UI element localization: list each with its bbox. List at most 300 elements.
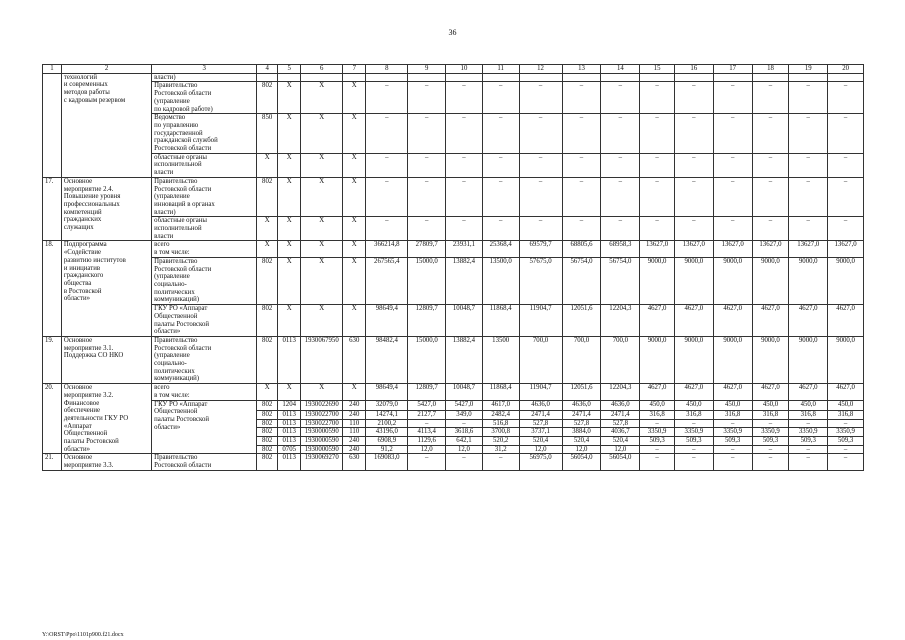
table-cell: Правительство Ростовской области (управление социально- политических коммуникаций) bbox=[152, 257, 257, 304]
table-cell: – bbox=[752, 114, 789, 154]
table-cell: – bbox=[640, 217, 675, 241]
table-cell: 9000,0 bbox=[789, 257, 828, 304]
table-cell: 13627,0 bbox=[789, 241, 828, 257]
table-cell: 9000,0 bbox=[789, 336, 828, 383]
table-cell: 9000,0 bbox=[640, 336, 675, 383]
table-cell: 4617,0 bbox=[482, 400, 519, 410]
measure-name: Основное мероприятие 2.4. Повышение уровня профессиональных компетенций гражданских служащих bbox=[61, 177, 151, 241]
table-cell: 802 bbox=[257, 177, 278, 217]
empty-cell bbox=[519, 73, 562, 82]
table-cell: 3350,9 bbox=[713, 428, 752, 437]
table-cell: 316,8 bbox=[674, 410, 713, 419]
table-cell: 516,8 bbox=[482, 419, 519, 428]
table-cell: 520,4 bbox=[601, 437, 640, 446]
table-cell: – bbox=[519, 82, 562, 114]
table-cell: X bbox=[301, 257, 343, 304]
table-cell: – bbox=[789, 114, 828, 154]
table-cell: – bbox=[828, 114, 864, 154]
table-cell: 1930000590 bbox=[301, 428, 343, 437]
table-cell: 11904,7 bbox=[519, 384, 562, 400]
table-cell: – bbox=[828, 217, 864, 241]
table-cell: – bbox=[446, 82, 483, 114]
table-row bbox=[43, 454, 864, 470]
table-cell: – bbox=[562, 177, 601, 217]
table-cell: 5427,0 bbox=[408, 400, 446, 410]
table-cell: 520,4 bbox=[519, 437, 562, 446]
table-cell: – bbox=[446, 419, 483, 428]
table-cell: ГКУ РО «Аппарат Общественной палаты Ростовской области» bbox=[152, 305, 257, 337]
table-cell: 4627,0 bbox=[752, 305, 789, 337]
table-cell: 520,4 bbox=[562, 437, 601, 446]
table-cell: 3350,9 bbox=[752, 428, 789, 437]
measure-name: Подпрограмма «Содействие развитию институтов и инициатив гражданского общества в Ростовской области» bbox=[61, 241, 151, 336]
empty-cell bbox=[789, 73, 828, 82]
table-cell: 9000,0 bbox=[713, 336, 752, 383]
table-cell: – bbox=[408, 82, 446, 114]
table-cell: 10048,7 bbox=[446, 305, 483, 337]
table-cell: 700,0 bbox=[519, 336, 562, 383]
table-cell: 0113 bbox=[278, 437, 301, 446]
table-cell: 520,2 bbox=[482, 437, 519, 446]
table-row bbox=[43, 114, 864, 154]
table-cell: – bbox=[789, 177, 828, 217]
table-cell: 9000,0 bbox=[674, 336, 713, 383]
table-cell: 630 bbox=[343, 336, 366, 383]
table-cell: – bbox=[752, 177, 789, 217]
column-header: 10 bbox=[446, 65, 483, 74]
empty-cell bbox=[446, 73, 483, 82]
table-cell: X bbox=[343, 305, 366, 337]
table-cell: 56054,0 bbox=[601, 454, 640, 470]
table-cell: X bbox=[343, 114, 366, 154]
table-cell: 802 bbox=[257, 419, 278, 428]
table-cell: – bbox=[408, 153, 446, 177]
table-cell: 98649,4 bbox=[366, 305, 408, 337]
table-cell: – bbox=[408, 114, 446, 154]
table-cell: 12809,7 bbox=[408, 305, 446, 337]
table-cell: X bbox=[278, 177, 301, 217]
table-cell: 68805,6 bbox=[562, 241, 601, 257]
table-cell: 527,8 bbox=[519, 419, 562, 428]
table-cell: 3350,9 bbox=[789, 428, 828, 437]
table-cell: X bbox=[343, 217, 366, 241]
table-cell: – bbox=[713, 114, 752, 154]
column-header: 17 bbox=[713, 65, 752, 74]
table-cell: X bbox=[278, 114, 301, 154]
table-cell: 0113 bbox=[278, 419, 301, 428]
table-cell: 13627,0 bbox=[674, 241, 713, 257]
table-cell: X bbox=[257, 153, 278, 177]
table-cell: – bbox=[752, 82, 789, 114]
empty-cell bbox=[301, 73, 343, 82]
table-cell: 240 bbox=[343, 400, 366, 410]
table-cell: 2471,4 bbox=[601, 410, 640, 419]
table-cell: – bbox=[640, 454, 675, 470]
table-cell: технологий и современных методов работы с кадровым резервом bbox=[61, 73, 151, 177]
table-cell: 13627,0 bbox=[828, 241, 864, 257]
table-cell: – bbox=[674, 82, 713, 114]
table-cell: – bbox=[601, 82, 640, 114]
table-cell: 56975,0 bbox=[519, 454, 562, 470]
table-cell: 4627,0 bbox=[640, 305, 675, 337]
table-cell: 802 bbox=[257, 410, 278, 419]
table-cell: X bbox=[257, 217, 278, 241]
table-cell: Правительство Ростовской области bbox=[152, 454, 257, 470]
table-cell: X bbox=[257, 241, 278, 257]
column-header: 13 bbox=[562, 65, 601, 74]
table-cell: 316,8 bbox=[828, 410, 864, 419]
table-cell: 9000,0 bbox=[713, 257, 752, 304]
table-cell: 509,3 bbox=[789, 437, 828, 446]
table-cell: X bbox=[301, 305, 343, 337]
table-cell: 9000,0 bbox=[828, 336, 864, 383]
table-cell: 450,0 bbox=[789, 400, 828, 410]
table-cell: – bbox=[601, 217, 640, 241]
table-cell: 13627,0 bbox=[713, 241, 752, 257]
table-cell: X bbox=[301, 384, 343, 400]
table-cell: X bbox=[301, 217, 343, 241]
measure-name: Основное мероприятие 3.2. Финансовое обеспечение деятельности ГКУ РО «Аппарат Общественной палаты Ростовской области» bbox=[61, 384, 151, 454]
table-cell: 6908,9 bbox=[366, 437, 408, 446]
table-cell: 450,0 bbox=[640, 400, 675, 410]
empty-cell bbox=[601, 73, 640, 82]
table-cell: 23931,1 bbox=[446, 241, 483, 257]
table-cell: – bbox=[713, 177, 752, 217]
table-cell: – bbox=[519, 217, 562, 241]
table-cell: 316,8 bbox=[640, 410, 675, 419]
table-cell: – bbox=[519, 114, 562, 154]
table-cell bbox=[43, 73, 62, 177]
table-cell: 3618,6 bbox=[446, 428, 483, 437]
table-cell: – bbox=[752, 445, 789, 454]
table-cell: 509,3 bbox=[674, 437, 713, 446]
table-cell: X bbox=[278, 82, 301, 114]
page-number: 36 bbox=[448, 28, 457, 37]
table-cell: 12809,7 bbox=[408, 384, 446, 400]
column-header: 19 bbox=[789, 65, 828, 74]
table-cell: – bbox=[640, 82, 675, 114]
column-header: 7 bbox=[343, 65, 366, 74]
table-cell: 1930022700 bbox=[301, 419, 343, 428]
table-cell: X bbox=[278, 305, 301, 337]
table-cell: власти) bbox=[152, 73, 257, 82]
column-header: 5 bbox=[278, 65, 301, 74]
table-cell: 527,8 bbox=[601, 419, 640, 428]
table-cell: – bbox=[408, 454, 446, 470]
table-cell: 13627,0 bbox=[640, 241, 675, 257]
table-cell: 1930000590 bbox=[301, 445, 343, 454]
table-cell: 4627,0 bbox=[828, 384, 864, 400]
table-cell: – bbox=[674, 177, 713, 217]
table-cell: 0113 bbox=[278, 428, 301, 437]
table-cell: 802 bbox=[257, 454, 278, 470]
table-cell: X bbox=[301, 114, 343, 154]
table-cell: областные органы исполнительной власти bbox=[152, 153, 257, 177]
table-cell: 316,8 bbox=[752, 410, 789, 419]
table-cell: 450,0 bbox=[752, 400, 789, 410]
table-cell: 1129,6 bbox=[408, 437, 446, 446]
table-cell: – bbox=[713, 217, 752, 241]
table-cell: – bbox=[408, 177, 446, 217]
table-cell: X bbox=[301, 153, 343, 177]
table-cell: X bbox=[278, 217, 301, 241]
table-cell: – bbox=[446, 153, 483, 177]
table-cell: 366214,8 bbox=[366, 241, 408, 257]
table-cell: 0113 bbox=[278, 410, 301, 419]
table-cell: 98649,4 bbox=[366, 384, 408, 400]
table-cell: 43196,0 bbox=[366, 428, 408, 437]
table-cell: 91,2 bbox=[366, 445, 408, 454]
table-row bbox=[43, 384, 864, 400]
table-cell: – bbox=[408, 217, 446, 241]
table-cell: 57675,0 bbox=[519, 257, 562, 304]
table-cell: – bbox=[640, 153, 675, 177]
table-cell: 4636,0 bbox=[519, 400, 562, 410]
table-cell: – bbox=[601, 114, 640, 154]
table-cell: 98482,4 bbox=[366, 336, 408, 383]
table-cell: 316,8 bbox=[789, 410, 828, 419]
table-cell: – bbox=[366, 82, 408, 114]
table-cell: 1930022690 bbox=[301, 400, 343, 410]
table-cell: 4036,7 bbox=[601, 428, 640, 437]
empty-cell bbox=[278, 73, 301, 82]
table-cell: 4627,0 bbox=[674, 384, 713, 400]
table-cell: 0705 bbox=[278, 445, 301, 454]
row-number: 18. bbox=[43, 241, 62, 336]
table-cell: X bbox=[343, 257, 366, 304]
table-cell: 10048,7 bbox=[446, 384, 483, 400]
table-cell: – bbox=[828, 419, 864, 428]
table-cell: – bbox=[446, 114, 483, 154]
table-cell: – bbox=[562, 114, 601, 154]
table-cell: – bbox=[713, 82, 752, 114]
table-cell: 12,0 bbox=[519, 445, 562, 454]
table-cell: 56054,0 bbox=[562, 454, 601, 470]
row-number: 20. bbox=[43, 384, 62, 454]
table-cell: 9000,0 bbox=[674, 257, 713, 304]
table-cell: – bbox=[789, 153, 828, 177]
table-cell: X bbox=[343, 177, 366, 217]
column-header: 4 bbox=[257, 65, 278, 74]
table-cell: 4627,0 bbox=[713, 305, 752, 337]
table-cell: 3350,9 bbox=[828, 428, 864, 437]
table-cell: Правительство Ростовской области (управление инноваций в органах власти) bbox=[152, 177, 257, 217]
table-cell: 3700,8 bbox=[482, 428, 519, 437]
table-cell: – bbox=[408, 419, 446, 428]
column-header: 3 bbox=[152, 65, 257, 74]
table-cell: Ведомство по управлению государственной гражданской службой Ростовской области bbox=[152, 114, 257, 154]
measure-name: Основное мероприятие 3.1. Поддержка СО НКО bbox=[61, 336, 151, 383]
table-cell: – bbox=[482, 177, 519, 217]
table-cell: 527,8 bbox=[562, 419, 601, 428]
table-cell: 802 bbox=[257, 437, 278, 446]
column-header: 20 bbox=[828, 65, 864, 74]
table-cell: 509,3 bbox=[828, 437, 864, 446]
table-cell: 802 bbox=[257, 257, 278, 304]
table-cell: 56754,0 bbox=[562, 257, 601, 304]
table-cell: – bbox=[828, 177, 864, 217]
table-row bbox=[43, 336, 864, 383]
table-cell: 25368,4 bbox=[482, 241, 519, 257]
table-cell: – bbox=[828, 82, 864, 114]
empty-cell bbox=[752, 73, 789, 82]
table-cell: – bbox=[789, 82, 828, 114]
table-cell: 12051,6 bbox=[562, 305, 601, 337]
empty-cell bbox=[828, 73, 864, 82]
table-cell: – bbox=[789, 217, 828, 241]
table-cell: 12204,3 bbox=[601, 305, 640, 337]
table-cell: 4636,0 bbox=[601, 400, 640, 410]
table-cell: 12,0 bbox=[446, 445, 483, 454]
table-cell: 5427,0 bbox=[446, 400, 483, 410]
table-cell: – bbox=[482, 454, 519, 470]
empty-cell bbox=[366, 73, 408, 82]
table-cell: – bbox=[713, 454, 752, 470]
table-cell: 509,3 bbox=[713, 437, 752, 446]
table-cell: 12204,3 bbox=[601, 384, 640, 400]
table-cell: 9000,0 bbox=[752, 257, 789, 304]
empty-cell bbox=[257, 73, 278, 82]
table-cell: 2482,4 bbox=[482, 410, 519, 419]
table-cell: – bbox=[482, 114, 519, 154]
table-cell: 4113,4 bbox=[408, 428, 446, 437]
table-cell: 450,0 bbox=[713, 400, 752, 410]
table-cell: 2127,7 bbox=[408, 410, 446, 419]
table-cell: 32079,0 bbox=[366, 400, 408, 410]
table-cell: – bbox=[446, 177, 483, 217]
table-cell: – bbox=[752, 454, 789, 470]
column-header: 2 bbox=[61, 65, 151, 74]
empty-cell bbox=[713, 73, 752, 82]
table-cell: – bbox=[674, 153, 713, 177]
table-cell: 14274,1 bbox=[366, 410, 408, 419]
measure-name: Основное мероприятие 3.3. bbox=[61, 454, 151, 470]
table-cell: – bbox=[674, 419, 713, 428]
table-cell: 450,0 bbox=[674, 400, 713, 410]
table-cell: 4627,0 bbox=[674, 305, 713, 337]
table-cell: – bbox=[446, 454, 483, 470]
table-cell: X bbox=[278, 384, 301, 400]
table-cell: 700,0 bbox=[562, 336, 601, 383]
table-cell: 110 bbox=[343, 419, 366, 428]
table-cell: 1930022700 bbox=[301, 410, 343, 419]
table-body bbox=[43, 65, 864, 471]
table-cell: 11868,4 bbox=[482, 384, 519, 400]
table-cell: – bbox=[674, 454, 713, 470]
table-row bbox=[43, 217, 864, 241]
table-cell: – bbox=[713, 419, 752, 428]
table-cell: 267565,4 bbox=[366, 257, 408, 304]
table-cell: 1930000590 bbox=[301, 437, 343, 446]
table-cell: 3737,1 bbox=[519, 428, 562, 437]
table-row bbox=[43, 73, 864, 82]
table-cell: 850 bbox=[257, 114, 278, 154]
table-cell: – bbox=[828, 445, 864, 454]
table-cell: – bbox=[640, 177, 675, 217]
table-cell: 13882,4 bbox=[446, 336, 483, 383]
table-row bbox=[43, 305, 864, 337]
column-header: 15 bbox=[640, 65, 675, 74]
table-cell: 12051,6 bbox=[562, 384, 601, 400]
table-cell: 12,0 bbox=[408, 445, 446, 454]
table-cell: 4627,0 bbox=[640, 384, 675, 400]
table-cell: – bbox=[713, 153, 752, 177]
table-row bbox=[43, 82, 864, 114]
table-cell: – bbox=[446, 217, 483, 241]
budget-table bbox=[42, 64, 864, 471]
table-cell: 3884,0 bbox=[562, 428, 601, 437]
column-header: 8 bbox=[366, 65, 408, 74]
empty-cell bbox=[482, 73, 519, 82]
table-cell: 13627,0 bbox=[752, 241, 789, 257]
table-cell: – bbox=[640, 419, 675, 428]
table-row bbox=[43, 400, 864, 410]
table-cell: X bbox=[301, 82, 343, 114]
table-cell: – bbox=[562, 82, 601, 114]
header-row bbox=[43, 65, 864, 74]
table-cell: – bbox=[752, 217, 789, 241]
empty-cell bbox=[343, 73, 366, 82]
table-cell: X bbox=[343, 384, 366, 400]
table-cell: X bbox=[278, 153, 301, 177]
table-cell: – bbox=[789, 445, 828, 454]
table-cell: – bbox=[752, 419, 789, 428]
table-cell: 68958,3 bbox=[601, 241, 640, 257]
table-cell: – bbox=[640, 114, 675, 154]
empty-cell bbox=[562, 73, 601, 82]
table-cell: 1930067950 bbox=[301, 336, 343, 383]
table-cell: 13882,4 bbox=[446, 257, 483, 304]
table-cell: 349,0 bbox=[446, 410, 483, 419]
column-header: 14 bbox=[601, 65, 640, 74]
table-cell: 642,1 bbox=[446, 437, 483, 446]
table-cell: 802 bbox=[257, 82, 278, 114]
table-cell: 1204 bbox=[278, 400, 301, 410]
row-number: 19. bbox=[43, 336, 62, 383]
table-cell: X bbox=[343, 241, 366, 257]
table-cell: – bbox=[674, 445, 713, 454]
table-cell: – bbox=[789, 419, 828, 428]
table-cell: 700,0 bbox=[601, 336, 640, 383]
row-number: 17. bbox=[43, 177, 62, 241]
row-number: 21. bbox=[43, 454, 62, 470]
table-row bbox=[43, 177, 864, 217]
table-cell: – bbox=[519, 153, 562, 177]
table-cell: 4627,0 bbox=[789, 305, 828, 337]
column-header: 1 bbox=[43, 65, 62, 74]
table-cell: – bbox=[713, 445, 752, 454]
table-cell: ГКУ РО «Аппарат Общественной палаты Ростовской области» bbox=[152, 400, 257, 454]
table-cell: 802 bbox=[257, 400, 278, 410]
table-cell: Правительство Ростовской области (управление социально- политических коммуникаций) bbox=[152, 336, 257, 383]
table-cell: 4627,0 bbox=[713, 384, 752, 400]
table-cell: – bbox=[482, 217, 519, 241]
table-cell: 0113 bbox=[278, 336, 301, 383]
table-cell: 240 bbox=[343, 437, 366, 446]
table-cell: 13500,0 bbox=[482, 257, 519, 304]
table-cell: 3350,9 bbox=[674, 428, 713, 437]
table-cell: 11904,7 bbox=[519, 305, 562, 337]
table-cell: 12,0 bbox=[562, 445, 601, 454]
table-cell: 2471,4 bbox=[562, 410, 601, 419]
table-cell: Правительство Ростовской области (управление по кадровой работе) bbox=[152, 82, 257, 114]
table-row bbox=[43, 257, 864, 304]
table-cell: 0113 bbox=[278, 454, 301, 470]
column-header: 12 bbox=[519, 65, 562, 74]
table-cell: 11868,4 bbox=[482, 305, 519, 337]
table-cell: 802 bbox=[257, 428, 278, 437]
table-cell: 316,8 bbox=[713, 410, 752, 419]
